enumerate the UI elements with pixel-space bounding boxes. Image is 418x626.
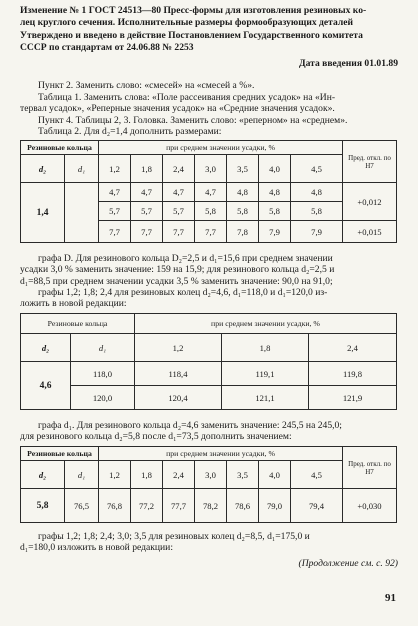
t1-cell: 5,8 <box>227 202 259 221</box>
body2-line-1: графа D. Для резинового кольца D₂=2,5 и d₁=15,6 при среднем значении <box>38 253 333 264</box>
header-line-1: Изменение № 1 ГОСТ 24513—80 Пресс-формы для изготовления резиновых ко- <box>20 5 367 16</box>
t1-tolerance-2: +0,015 <box>343 221 397 243</box>
t3-header-d2: d₂ <box>21 461 65 489</box>
body4-line-1: графы 1,2; 1,8; 2,4; 3,0; 3,5 для резиновых колец d₂=8,5, d₁=175,0 и <box>38 531 310 542</box>
effective-date: Дата введения 01.01.89 <box>298 58 398 69</box>
t3-d2-value: 5,8 <box>21 489 65 523</box>
t3-col: 4,0 <box>259 461 291 489</box>
t1-d1-empty <box>65 183 99 243</box>
t1-cell: 5,8 <box>291 202 343 221</box>
body2-line-4: графы 1,2; 1,8; 2,4 для резиновых колец d₂=4,6, d₁=118,0 и d₁=120,0 из- <box>38 287 328 298</box>
t1-cell: 7,7 <box>131 221 163 243</box>
t3-header-tolerance: Пред. откл. по Н7 <box>343 447 397 489</box>
t1-cell: 4,7 <box>195 183 227 202</box>
t1-header-d2: d₂ <box>21 155 65 183</box>
t2-header-rings: Резиновые кольца <box>21 314 135 334</box>
t1-header-d1: d₁ <box>65 155 99 183</box>
t2-cell: 118,4 <box>135 362 222 386</box>
t3-header-shrink: при среднем значении усадки, % <box>99 447 343 461</box>
body1-line-3: тервал усадок», «Реперные значения усадок» на «Средние значения усадок». <box>20 103 335 114</box>
t1-col: 4,5 <box>291 155 343 183</box>
t3-cell: 77,2 <box>131 489 163 523</box>
t1-col: 4,0 <box>259 155 291 183</box>
t1-col: 1,2 <box>99 155 131 183</box>
t3-cell: 79,4 <box>291 489 343 523</box>
body2-line-3: d₁=88,5 при среднем значении усадки 3,5 % заменить значение: 90,0 на 91,0; <box>20 276 333 287</box>
t1-col: 3,0 <box>195 155 227 183</box>
t1-cell: 7,7 <box>99 221 131 243</box>
body1-line-2: Таблица 1. Заменить слова: «Поле рассеивания средних усадок» на «Ин- <box>38 92 336 103</box>
t2-d1: 118,0 <box>71 362 135 386</box>
t1-cell: 5,7 <box>99 202 131 221</box>
body4-line-2: d₁=180,0 изложить в новой редакции: <box>20 542 173 553</box>
t1-cell: 5,8 <box>195 202 227 221</box>
table-2 <box>20 313 397 410</box>
t1-cell: 4,8 <box>291 183 343 202</box>
page-number: 91 <box>385 592 396 604</box>
body2-line-5: ложить в новой редакции: <box>20 298 127 309</box>
t1-cell: 7,7 <box>163 221 195 243</box>
body1-line-4: Пункт 4. Таблицы 2, 3. Головка. Заменить слово: «реперном» на «среднем». <box>38 115 348 126</box>
t1-cell: 5,7 <box>163 202 195 221</box>
t3-cell: 76,8 <box>99 489 131 523</box>
body1-line-1: Пункт 2. Заменить слово: «смесей» на «смесей а %». <box>38 80 255 91</box>
t2-cell: 119,8 <box>309 362 397 386</box>
t1-col: 3,5 <box>227 155 259 183</box>
t2-d2-value: 4,6 <box>21 362 71 410</box>
header-line-2: лец круглого сечения. Исполнительные размеры формообразующих деталей <box>20 17 354 28</box>
header-line-4: СССР по стандартам от 24.06.88 № 2253 <box>20 42 194 53</box>
t2-cell: 121,1 <box>222 386 309 410</box>
t1-cell: 7,7 <box>195 221 227 243</box>
t1-tolerance-1: +0,012 <box>343 183 397 221</box>
t3-cell: 77,7 <box>163 489 195 523</box>
t3-cell: 78,6 <box>227 489 259 523</box>
t1-cell: 5,8 <box>259 202 291 221</box>
t3-header-d1: d₁ <box>65 461 99 489</box>
body1-line-5: Таблица 2. Для d₂=1,4 дополнить размерами: <box>38 126 222 137</box>
t3-cell: 78,2 <box>195 489 227 523</box>
t3-col: 1,8 <box>131 461 163 489</box>
t1-cell: 7,8 <box>227 221 259 243</box>
t1-d2-value: 1,4 <box>21 183 65 243</box>
t1-col: 2,4 <box>163 155 195 183</box>
t1-cell: 7,9 <box>291 221 343 243</box>
t2-header-d1: d₁ <box>71 334 135 362</box>
t2-cell: 120,4 <box>135 386 222 410</box>
t1-cell: 5,7 <box>131 202 163 221</box>
t3-col: 1,2 <box>99 461 131 489</box>
t1-header-tolerance: Пред. откл. по Н7 <box>343 141 397 183</box>
body3-line-2: для резинового кольца d₂=5,8 после d₁=73,5 дополнить значением: <box>20 431 292 442</box>
t3-col: 4,5 <box>291 461 343 489</box>
t2-d1: 120,0 <box>71 386 135 410</box>
t1-cell: 4,8 <box>227 183 259 202</box>
t2-cell: 121,9 <box>309 386 397 410</box>
t2-col: 2,4 <box>309 334 397 362</box>
header-line-3: Утверждено и введено в действие Постановлением Государственного комитета <box>20 30 363 41</box>
continued-note: (Продолжение см. с. 92) <box>298 558 398 569</box>
t1-header-shrink: при среднем значении усадки, % <box>99 141 343 155</box>
t1-cell: 4,8 <box>259 183 291 202</box>
t3-header-rings: Резиновые кольца <box>21 447 99 461</box>
t3-col: 2,4 <box>163 461 195 489</box>
t3-col: 3,0 <box>195 461 227 489</box>
t1-cell: 4,7 <box>163 183 195 202</box>
t2-header-shrink: при среднем значении усадки, % <box>135 314 397 334</box>
t1-cell: 4,7 <box>131 183 163 202</box>
t2-col: 1,8 <box>222 334 309 362</box>
t2-cell: 119,1 <box>222 362 309 386</box>
t3-col: 3,5 <box>227 461 259 489</box>
t3-d1-value: 76,5 <box>65 489 99 523</box>
table-1 <box>20 140 397 243</box>
t1-header-rings: Резиновые кольца <box>21 141 99 155</box>
t3-tolerance: +0,030 <box>343 489 397 523</box>
table-3 <box>20 446 397 523</box>
t2-col: 1,2 <box>135 334 222 362</box>
body3-line-1: графа d₁. Для резинового кольца d₂=4,6 заменить значение: 245,5 на 245,0; <box>38 420 342 431</box>
t2-header-d2: d₂ <box>21 334 71 362</box>
t1-cell: 7,9 <box>259 221 291 243</box>
t1-col: 1,8 <box>131 155 163 183</box>
t3-cell: 79,0 <box>259 489 291 523</box>
t1-cell: 4,7 <box>99 183 131 202</box>
body2-line-2: усадки 3,0 % заменить значение: 159 на 15,9; для резинового кольца d₂=2,5 и <box>20 264 335 275</box>
